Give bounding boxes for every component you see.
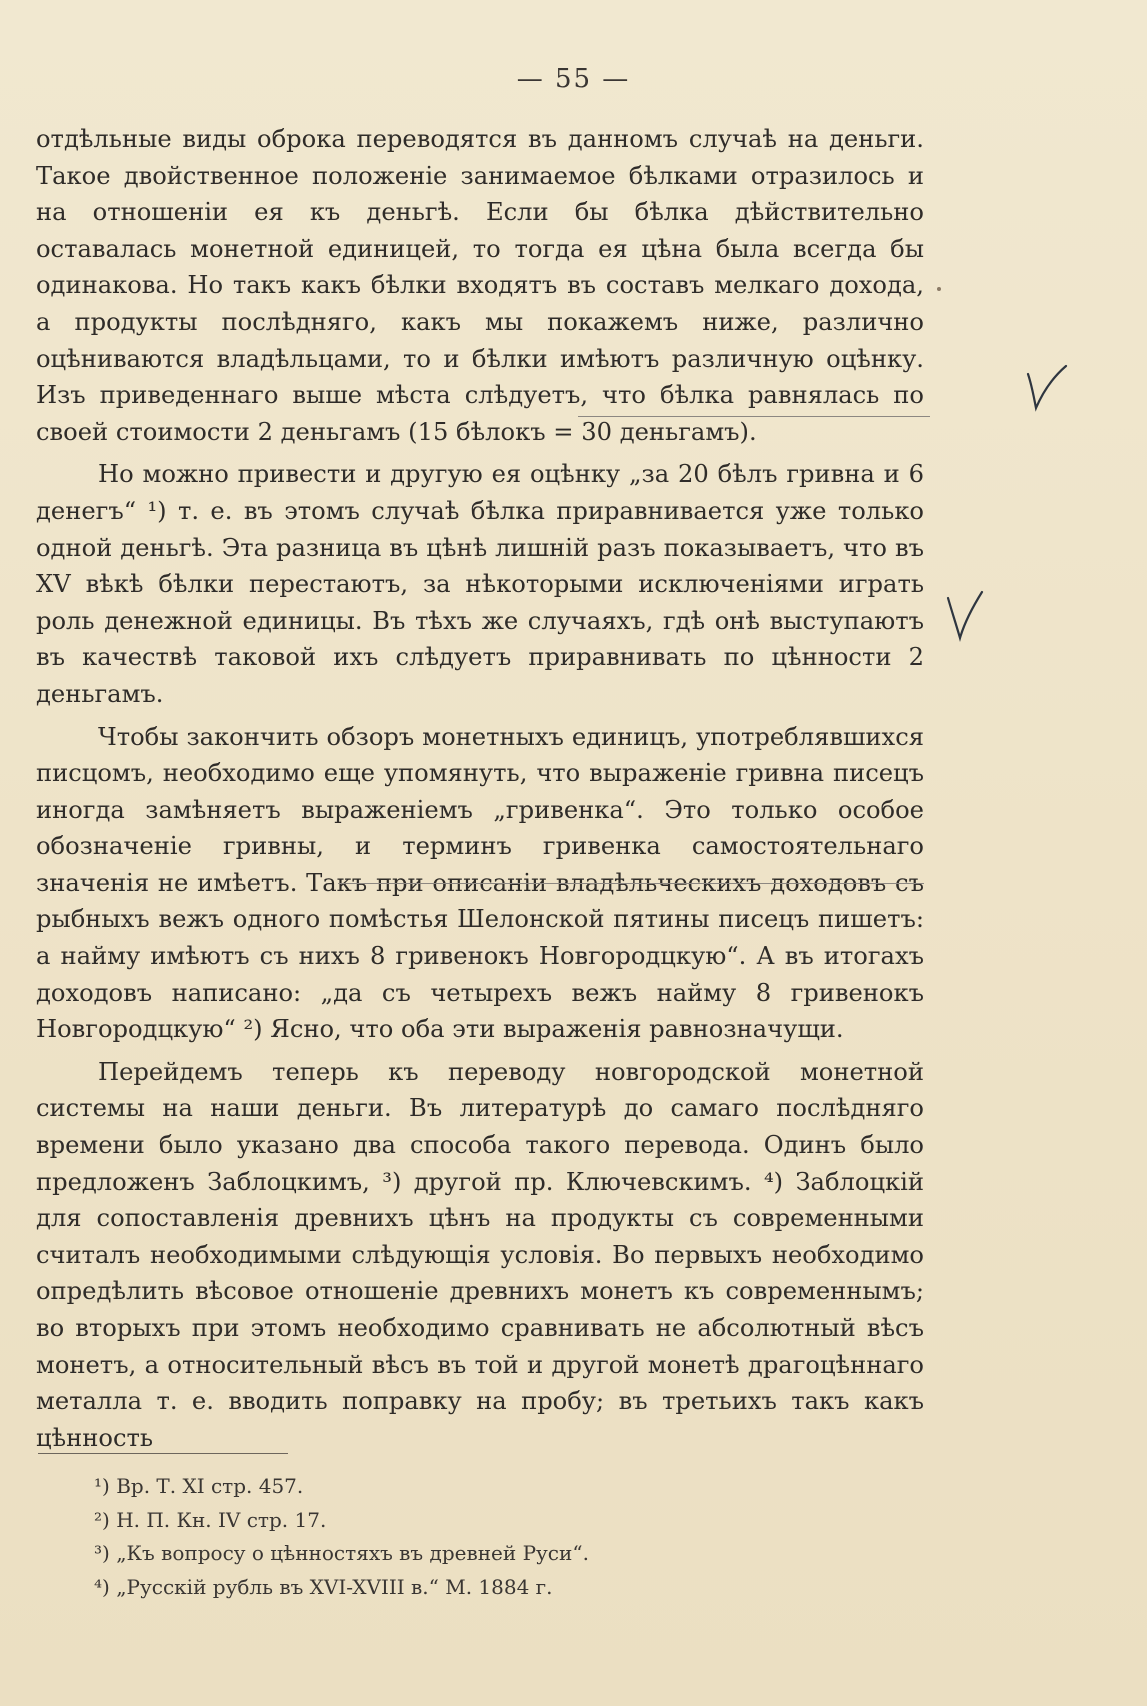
footnote-text: „Къ вопросу о цѣнностяхъ въ древней Руси“. xyxy=(116,1541,589,1565)
footnote-separator xyxy=(38,1453,288,1454)
footnote-text: „Русскiй рубль въ XVI-XVIII в.“ М. 1884 г. xyxy=(116,1574,553,1599)
footnote-marker: ²) xyxy=(94,1507,110,1532)
margin-dot xyxy=(937,287,941,291)
paragraph-2: Но можно привести и другую ея оцѣнку „за 20 бѣлъ гривна и 6 денегъ“ ¹) т. е. въ этомъ случаѣ бѣлка приравнивается уже только одной деньгѣ. Эта разница въ цѣнѣ лишнiй разъ показываетъ, что въ XV вѣкѣ бѣлки перестаютъ, за нѣкоторыми исключенiями играть роль денежной единицы. Въ тѣхъ же случаяхъ, гдѣ онѣ выступаютъ въ качествѣ таковой ихъ слѣдуетъ приравнивать по цѣнности 2 деньгамъ. xyxy=(36,460,924,708)
footnote-1 xyxy=(94,1470,874,1504)
footnote-4 xyxy=(94,1571,874,1605)
paragraph-1: отдѣльные виды оброка переводятся въ данномъ случаѣ на деньги. Такое двойственное положенiе занимаемое бѣлками отразилось и на отношенiи ея къ деньгѣ. Если бы бѣлка дѣйствительно оставалась монетной единицей, то тогда ея цѣна была всегда бы одинакова. Но такъ какъ бѣлки входятъ въ составъ мелкаго дохода, а продукты послѣдняго, какъ мы покажемъ ниже, различно оцѣниваются владѣльцами, то и бѣлки имѣютъ различную оцѣнку. Изъ приведеннаго выше мѣста слѣдуетъ, что бѣлка равнялась по своей стоимости 2 деньгамъ (15 бѣлокъ = 30 деньгамъ). xyxy=(36,125,924,446)
footnote-text: Н. П. Кн. IV стр. 17. xyxy=(116,1507,327,1532)
footnote-marker: ⁴) xyxy=(94,1574,110,1599)
paragraph-3: Чтобы закончить обзоръ монетныхъ единицъ, употреблявшихся писцомъ, необходимо еще упомянуть, что выраженiе гривна писецъ иногда замѣняетъ выраженiемъ „гривенка“. Это только особое обозначенiе гривны, и терминъ гривенка самостоятельнаго значенiя не имѣетъ. Такъ при описанiи владѣльческихъ доходовъ съ рыбныхъ вежъ одного помѣстья Шелонской пятины писецъ пишетъ: а найму имѣютъ съ нихъ 8 гривенокъ Новгородцкую“. А въ итогахъ доходовъ написано: „да съ четырехъ вежъ найму 8 гривенокъ Новгородцкую“ ²) Ясно, что оба эти выраженiя равнозначущи. xyxy=(36,722,924,1044)
pencil-underline xyxy=(578,416,930,417)
footnote-marker: ¹) xyxy=(94,1474,110,1498)
footnote-marker: ³) xyxy=(94,1541,110,1565)
pencil-check-icon xyxy=(946,590,994,642)
page-number: — 55 — xyxy=(516,64,631,94)
footnote-3 xyxy=(94,1537,874,1571)
footnote-2 xyxy=(94,1504,874,1538)
paragraph-4: Перейдемъ теперь къ переводу новгородской монетной системы на наши деньги. Въ литературѣ до самаго послѣдняго времени было указано два способа такого перевода. Одинъ было предложенъ Заблоцкимъ, ³) другой пр. Ключевскимъ. ⁴) Заблоцкiй для сопоставленiя древнихъ цѣнъ на продукты съ современными считалъ необходимыми слѣдующiя условiя. Во первыхъ необходимо опредѣлить вѣсовое отношенiе древнихъ монетъ къ современнымъ; во вторыхъ при этомъ необходимо сравнивать не абсолютный вѣсъ монетъ, а относительный вѣсъ въ той и другой монетѣ драгоцѣннаго металла т. е. вводить поправку на пробу; въ третьихъ такъ какъ цѣнность xyxy=(36,1057,924,1452)
footnotes xyxy=(94,1470,874,1604)
pencil-check-icon xyxy=(1024,364,1072,416)
body-text xyxy=(36,121,924,1456)
pencil-underline xyxy=(338,883,924,884)
footnote-text: Вр. Т. XI стр. 457. xyxy=(116,1474,304,1498)
